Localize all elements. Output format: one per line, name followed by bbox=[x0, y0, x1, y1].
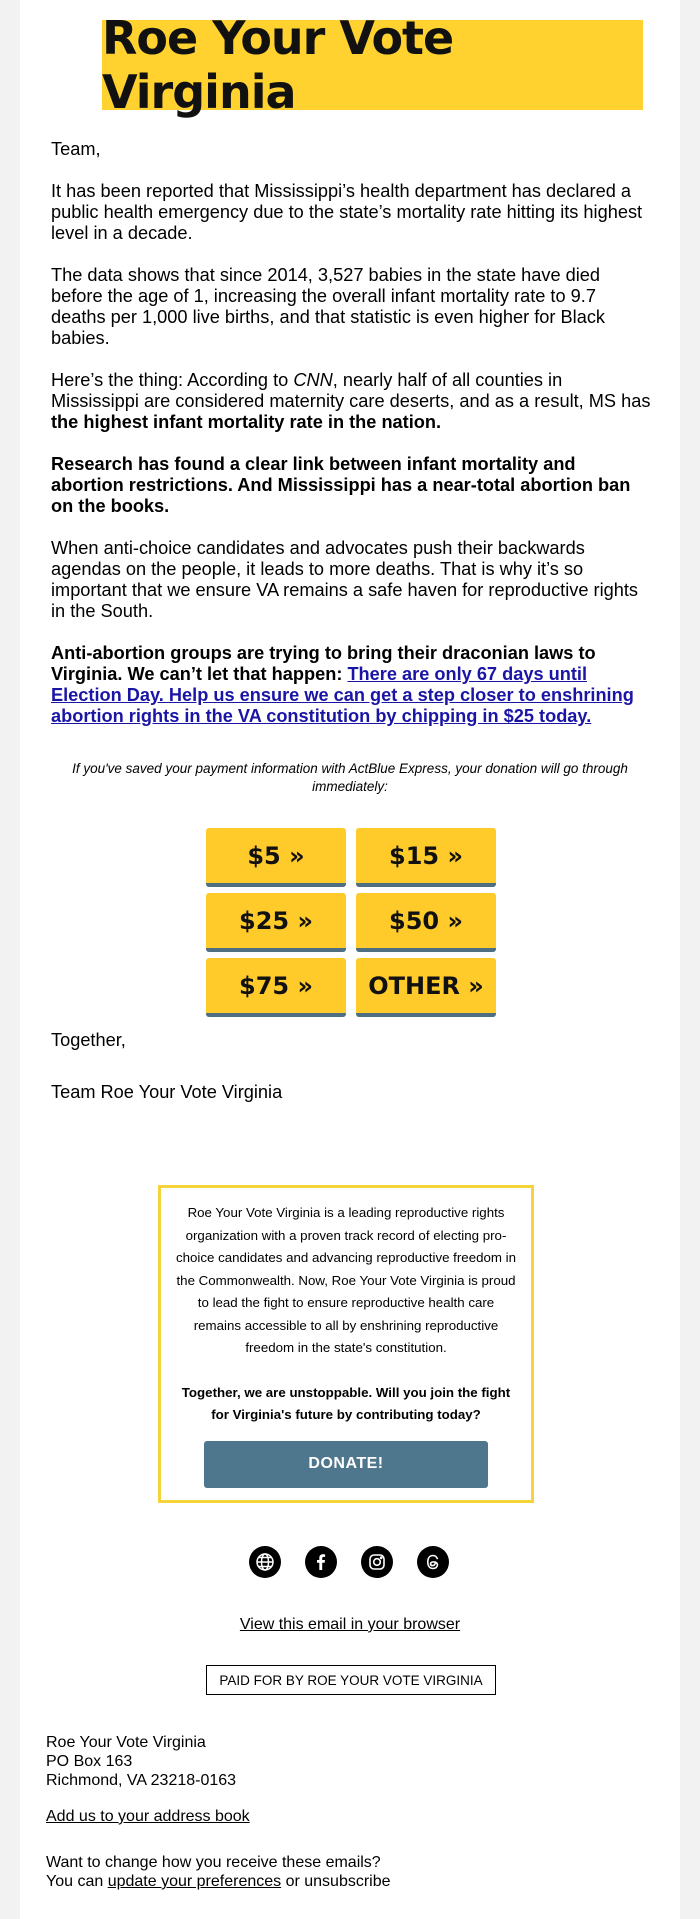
social-links bbox=[249, 1546, 449, 1578]
about-cta: Together, we are unstoppable. Will you join the fight for Virginia's future by contributing today? bbox=[181, 1384, 511, 1422]
paragraph-3-text-a: Here’s the thing: According to bbox=[51, 370, 294, 390]
footer-po-box: PO Box 163 bbox=[46, 1753, 133, 1770]
footer-city: Richmond, VA 23218-0163 bbox=[46, 1772, 237, 1789]
header-banner bbox=[102, 11, 643, 119]
donation-buttons bbox=[206, 828, 496, 1017]
paragraph-2: The data shows that since 2014, 3,527 babies in the state have died before the age of 1, increasing the overall infant mortality rate to 9.7 deaths per 1,000 live births, and that statistic is even higher for Black babies. bbox=[51, 265, 606, 348]
donate-25-button[interactable]: $25 » bbox=[206, 893, 346, 952]
closing: Together, bbox=[51, 1030, 126, 1050]
paragraph-6-bold: Anti-abortion groups are trying to bring their draconian laws to Virginia. We can’t let that happen: bbox=[51, 643, 596, 684]
donate-5-button[interactable]: $5 » bbox=[206, 828, 346, 887]
banner-title: Roe Your Vote Virginia bbox=[102, 11, 454, 119]
donate-50-button[interactable]: $50 » bbox=[356, 893, 496, 952]
you-can-text: You can bbox=[46, 1873, 108, 1890]
threads-icon[interactable] bbox=[417, 1546, 449, 1578]
paragraph-3 bbox=[51, 370, 651, 433]
paragraph-6 bbox=[51, 643, 651, 727]
donate-25-link[interactable]: There are only 67 days until Election Day. Help us ensure we can get a step closer to enshrining abortion rights in the VA constitution by chipping in $25 today. bbox=[51, 664, 634, 726]
footer-org-name: Roe Your Vote Virginia bbox=[46, 1734, 206, 1751]
update-preferences-line bbox=[46, 1872, 391, 1891]
donate-75-button[interactable]: $75 » bbox=[206, 958, 346, 1017]
instagram-icon[interactable] bbox=[361, 1546, 393, 1578]
paragraph-4 bbox=[51, 454, 651, 517]
signature: Team Roe Your Vote Virginia bbox=[51, 1082, 283, 1102]
email-page bbox=[20, 0, 680, 1919]
paragraph-1: It has been reported that Mississippi’s health department has declared a public health emergency due to the state’s mortality rate hitting its highest level in a decade. bbox=[51, 181, 643, 243]
globe-icon[interactable] bbox=[249, 1546, 281, 1578]
view-in-browser-link[interactable]: View this email in your browser bbox=[239, 1616, 461, 1633]
unsubscribe-text[interactable]: or unsubscribe bbox=[281, 1873, 391, 1890]
cnn-text: CNN bbox=[293, 370, 333, 390]
update-preferences-link[interactable]: update your preferences bbox=[107, 1873, 282, 1890]
mailing-address bbox=[46, 1733, 391, 1790]
paid-for-disclaimer: PAID FOR BY ROE YOUR VOTE VIRGINIA bbox=[206, 1665, 496, 1695]
facebook-icon[interactable] bbox=[305, 1546, 337, 1578]
footer bbox=[46, 1733, 391, 1891]
preferences-text bbox=[46, 1853, 391, 1891]
change-emails-line: Want to change how you receive these emails? bbox=[46, 1854, 381, 1871]
about-box bbox=[158, 1185, 534, 1503]
signoff bbox=[51, 1030, 282, 1134]
donate-15-button[interactable]: $15 » bbox=[356, 828, 496, 887]
paragraph-3-text-b: , nearly half of all counties in Mississippi are considered maternity care deserts, and as a result, MS has bbox=[51, 370, 651, 411]
paragraph-4-bold: Research has found a clear link between infant mortality and abortion restrictions. And Mississippi has a near-total abortion ban on the books. bbox=[51, 454, 631, 516]
add-to-address-book-link[interactable]: Add us to your address book bbox=[46, 1808, 250, 1825]
paragraph-3-bold: the highest infant mortality rate in the nation. bbox=[51, 412, 442, 432]
address-book-row bbox=[46, 1807, 391, 1826]
donate-button[interactable]: DONATE! bbox=[204, 1441, 488, 1488]
greeting: Team, bbox=[51, 139, 101, 159]
about-text: Roe Your Vote Virginia is a leading reproductive rights organization with a proven track record of electing pro-choice candidates and advancing reproductive freedom in the Commonwealth. Now, Roe Your Vote Virginia is proud to lead the fight to ensure reproductive health care remains accessible to all by enshrining reproductive freedom in the state's constitution. bbox=[175, 1205, 517, 1355]
donate-other-button[interactable]: OTHER » bbox=[356, 958, 496, 1017]
paragraph-5: When anti-choice candidates and advocates push their backwards agendas on the people, it leads to more deaths. That is why it’s so important that we ensure VA remains a safe haven for reproductive rights in the South. bbox=[51, 538, 639, 621]
email-body bbox=[51, 139, 651, 748]
actblue-express-note: If you've saved your payment information with ActBlue Express, your donation will go through immediately: bbox=[72, 761, 628, 794]
